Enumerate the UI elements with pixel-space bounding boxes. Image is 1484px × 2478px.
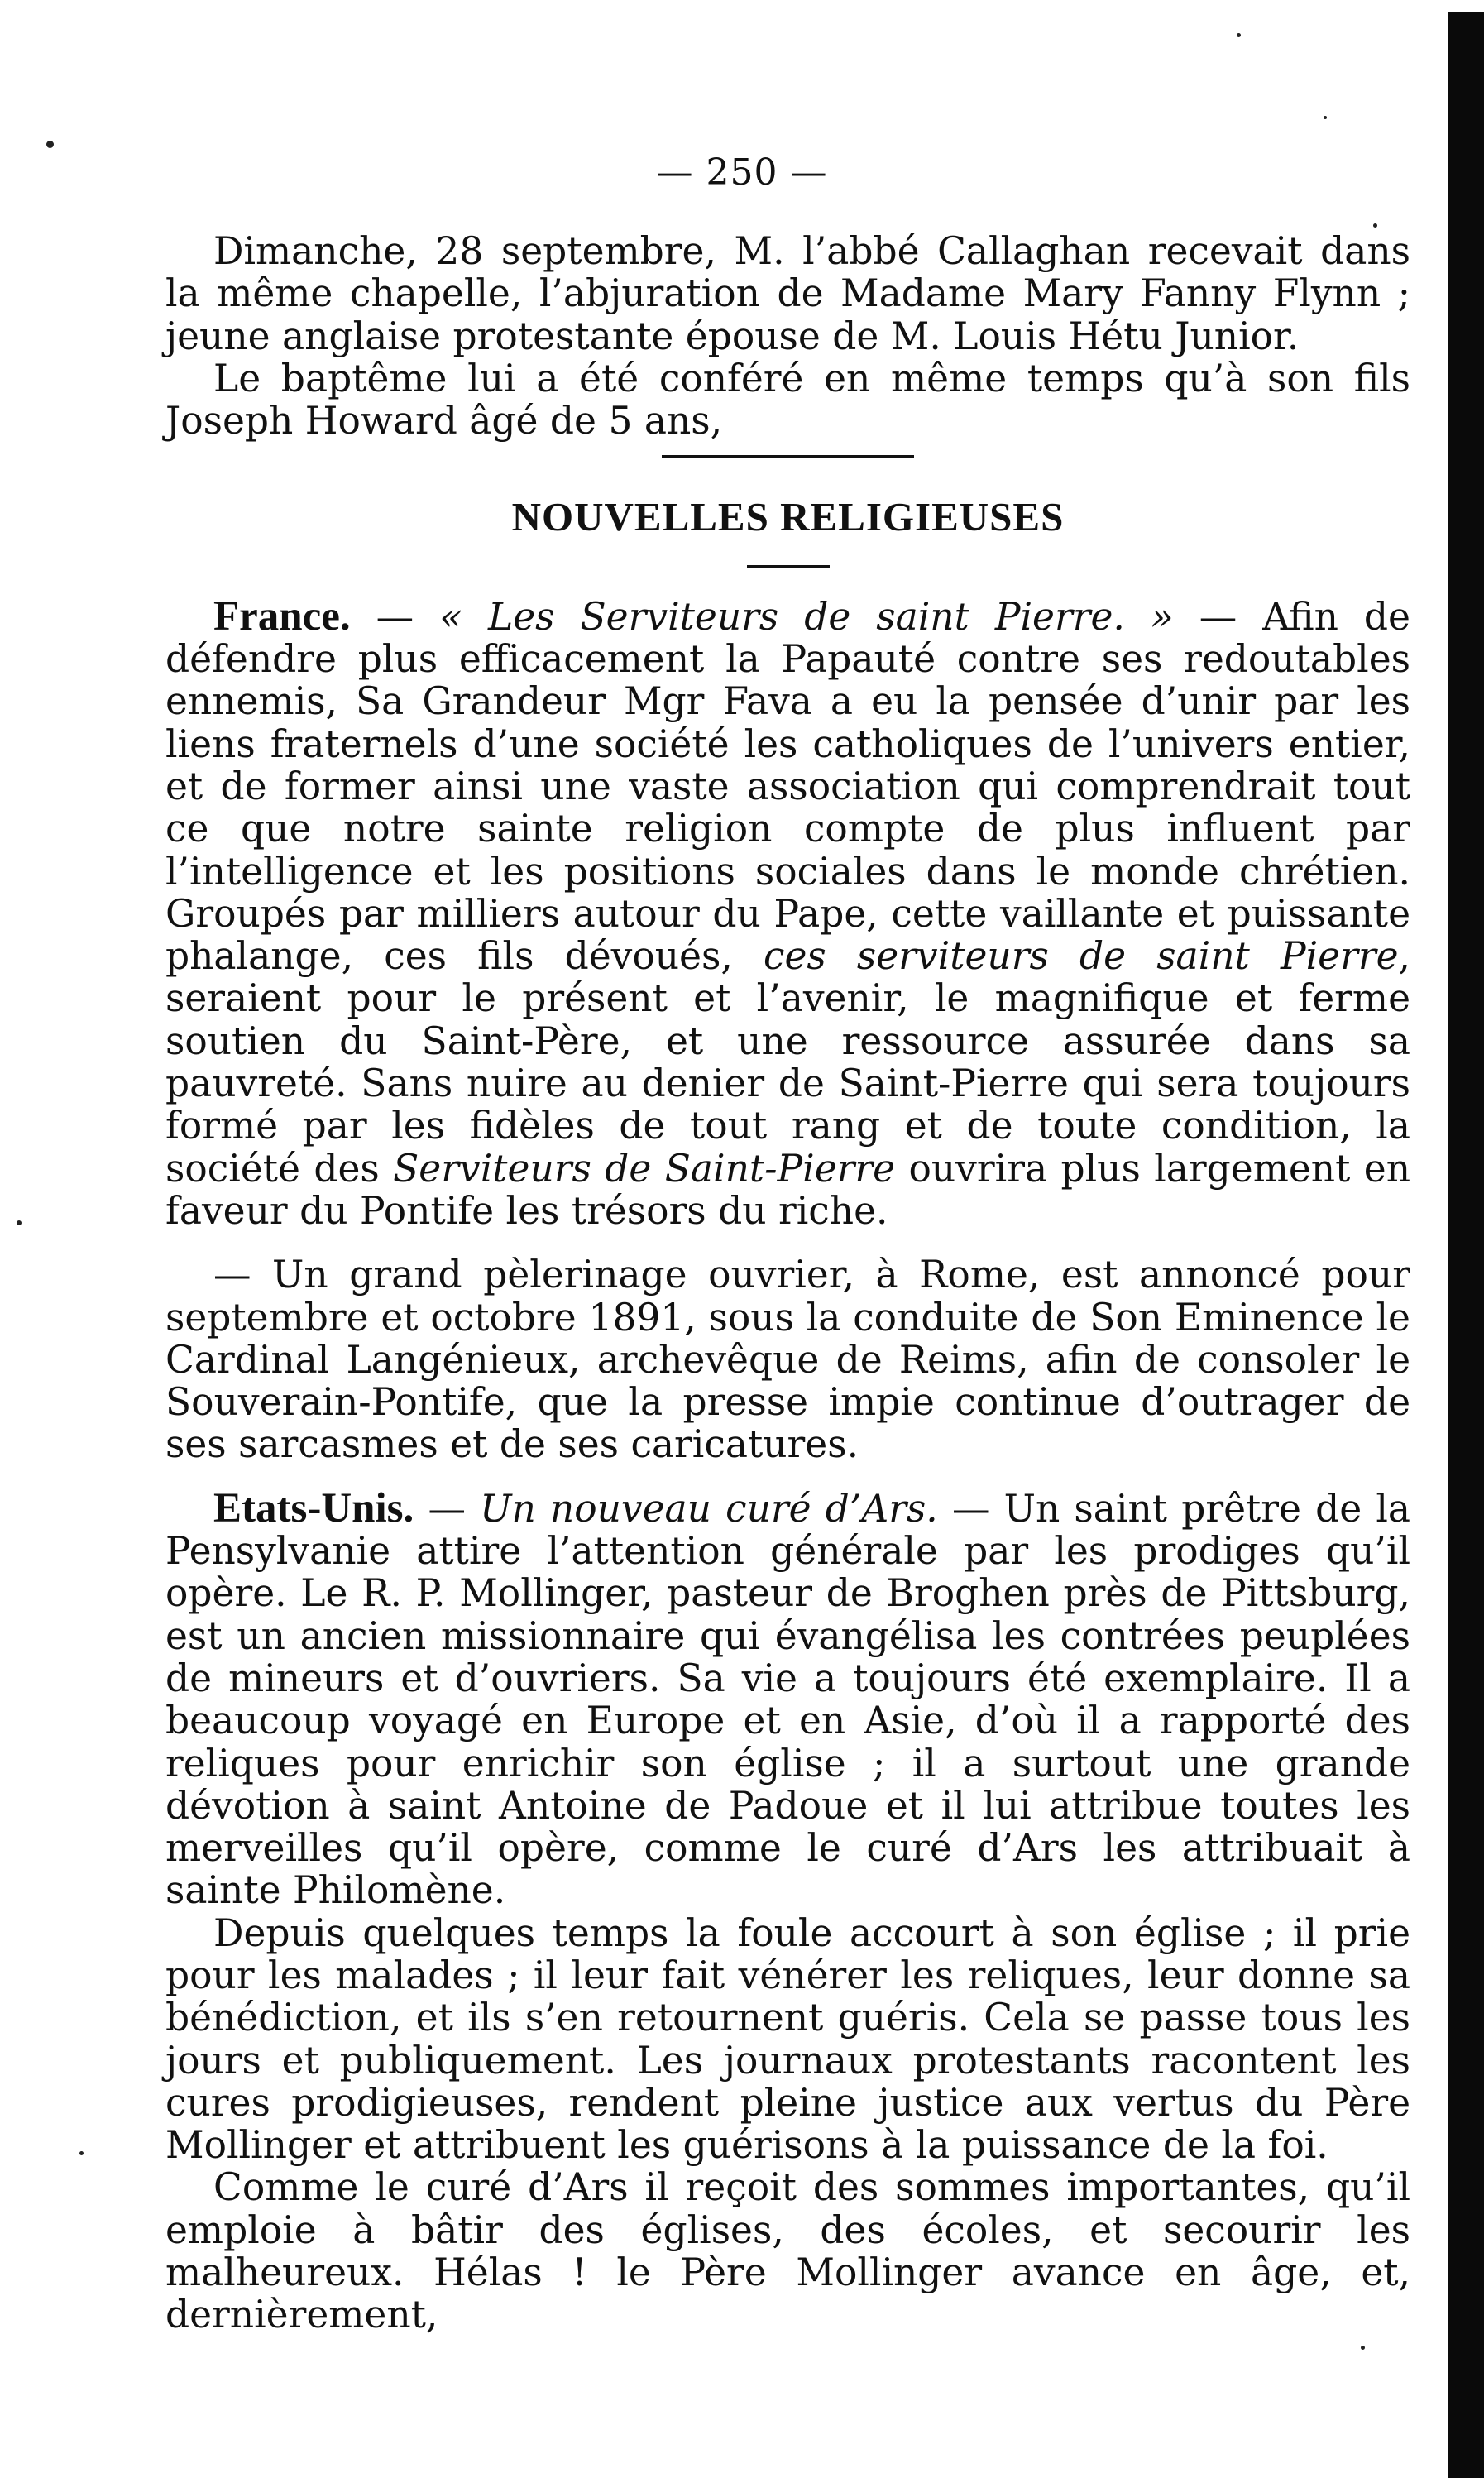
intro-paragraph-baptism: Le baptême lui a été conféré en même temps qu’à son fils Joseph Howard âgé de 5 ans, xyxy=(165,356,1410,443)
news-france xyxy=(165,592,1411,1233)
news-usa xyxy=(165,1484,1411,1913)
news-text: Un saint prêtre de la Pensylvanie attire l’attention générale par les prodiges qu’il opère. Le R. P. Mollinger, pasteur de Broghen près de Pittsburg, est un ancien missionnaire qui évangélisa les contrées peuplées de mineurs et d’ouvriers. Sa vie a toujours été exemplaire. Il a beaucoup voyagé en Europe et en Asie, d’où il a rapporté des reliques pour enrichir son église ; il a surtout une grande dévotion à saint Antoine de Padoue et il lui attribue toutes les merveilles qu’il opère, comme le curé d’Ars les attribuait à sainte Philomène. xyxy=(165,1486,1411,1913)
dash: — xyxy=(1173,594,1263,639)
scan-speck xyxy=(1237,33,1241,37)
scan-speck xyxy=(1324,116,1327,119)
news-italic: Serviteurs de Saint-Pierre xyxy=(393,1146,896,1191)
page-body xyxy=(165,230,1410,2337)
page-number: — 250 — xyxy=(656,151,828,194)
news-usa-paragraph-3: Comme le curé d’Ars il reçoit des sommes importantes, qu’il emploie à bâtir des églises, des écoles, et secourir les malheureux. Hélas ! le Père Mollinger avance en âge, et, dernièrement, xyxy=(165,2165,1410,2337)
place-heading-france: France. xyxy=(213,592,351,640)
dash: — xyxy=(414,1486,481,1531)
section-rule-bottom xyxy=(747,565,830,568)
news-usa-paragraph-2: Depuis quelques temps la foule accourt à son église ; il prie pour les malades ; il leur fait vénérer les reliques, leur donne sa bénédiction, et ils s’en retournent guéris. Cela se passe tous les jours et publiquement. Les journaux protestants racontent les cures prodigieuses, rendent pleine justice aux vertus du Père Mollinger et attribuent les guérisons à la puissance de la foi. xyxy=(165,1910,1410,2168)
news-text: , seraient pour le présent et l’avenir, le magnifique et ferme soutien du Saint-Père, et une ressource assurée dans sa pauvreté. Sans nuire au denier de Saint-Pierre qui sera toujours formé par les fidèles de tout rang et de toute condition, la société des xyxy=(165,934,1410,1191)
scan-speck xyxy=(79,2151,84,2155)
place-heading-usa: Etats-Unis. xyxy=(213,1484,414,1531)
news-text: ouvrira plus largement en faveur du Pontife les trésors du riche. xyxy=(165,1146,1411,1233)
news-italic: ces serviteurs de saint Pierre xyxy=(763,934,1399,979)
dash: — xyxy=(350,594,440,639)
news-title-usa: Un nouveau curé d’Ars. xyxy=(480,1486,938,1531)
intro-paragraph: Dimanche, 28 septembre, M. l’abbé Callaghan recevait dans la même chapelle, l’abjuration de Madame Mary Fanny Flynn ; jeune anglaise protestante épouse de M. Louis Hétu Junior. xyxy=(165,229,1410,358)
dash: — xyxy=(937,1486,1004,1531)
scan-speck xyxy=(17,1220,22,1225)
section-heading: NOUVELLES RELIGIEUSES xyxy=(511,494,1065,540)
news-title-france: « Les Serviteurs de saint Pierre. » xyxy=(439,594,1174,639)
news-pilgrimage: — Un grand pèlerinage ouvrier, à Rome, est annoncé pour septembre et octobre 1891, sous la conduite de Son Eminence le Cardinal Langénieux, archevêque de Reims, afin de consoler le Souverain-Pontife, que la presse impie continue d’outrager de ses sarcasmes et de ses caricatures. xyxy=(165,1253,1410,1467)
scan-speck xyxy=(1373,223,1377,228)
paragraph-gap xyxy=(165,1232,1410,1253)
scan-page-edge xyxy=(1448,12,1484,2478)
scan-speck xyxy=(46,141,54,148)
scan-speck xyxy=(1361,2346,1365,2350)
news-text: Afin de défendre plus efficacement la Papauté contre ses redoutables ennemis, Sa Grandeur Mgr Fava a eu la pensée d’unir par les liens fraternels d’une société les catholiques de l’univers entier, et de former ainsi une vaste association qui comprendrait tout ce que notre sainte religion compte de plus influent par l’intelligence et les positions sociales dans le monde chrétien. Groupés par milliers autour du Pape, cette vaillante et puissante phalange, ces fils dévoués, xyxy=(165,594,1410,979)
section-rule-top xyxy=(662,455,914,458)
